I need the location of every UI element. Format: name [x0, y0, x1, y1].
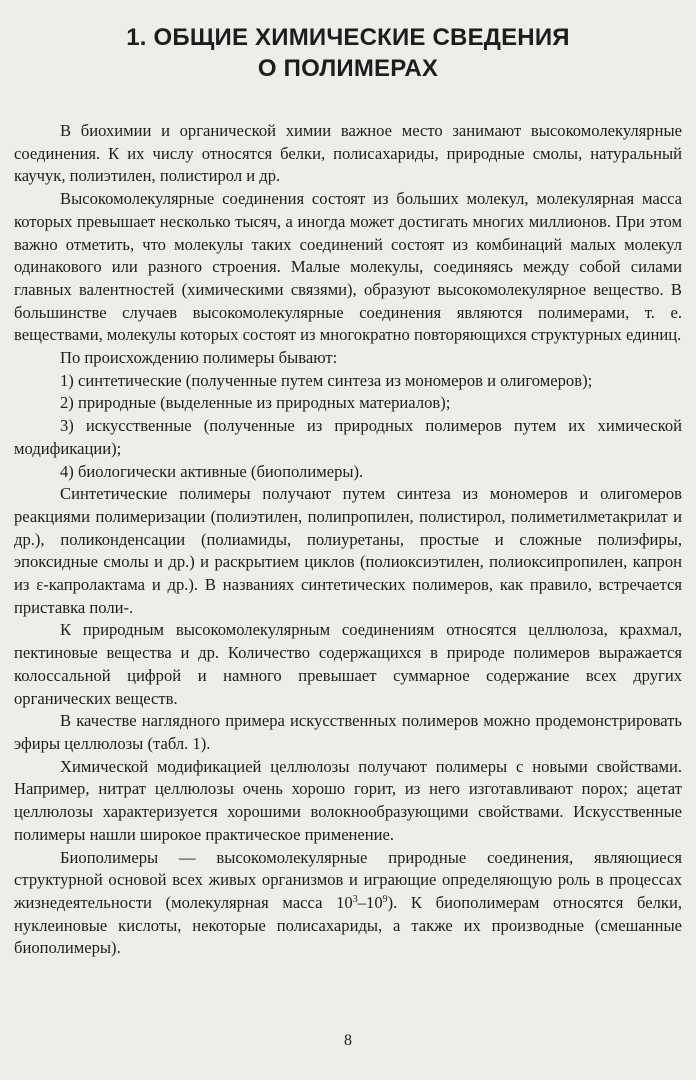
- paragraph-definition: Высокомолекулярные соединения состоят из больших молекул, молекулярная масса которых превышает несколько тысяч, а иногда может достигать многих миллионов. При этом важно отметить, что молекулы таких соединений состоят из комбинаций малых молекул одинакового или разного строения. Малые молекулы, соединяясь между собой силами главных валентностей (химическими связями), образуют высокомолекулярное вещество. В большинстве случаев высокомолекулярные соединения являются полимерами, т. е. веществами, молекулы которых состоят из многократно повторяющихся структурных единиц.: [14, 189, 682, 345]
- list-item-synthetic: 1) синтетические (полученные путем синтеза из мономеров и олигомеров);: [60, 370, 593, 390]
- exponent-high: 9: [382, 893, 388, 905]
- biopolymers-text-start: Биополимеры — высокомолекулярные природные соединения, являющиеся структурной основой всех живых организмов и играющие определяющую роль в процессах жизнедеятельности (молекулярная масса 10: [14, 847, 682, 912]
- list-item-natural: 2) природные (выделенные из природных материалов);: [60, 393, 451, 413]
- list-item-artificial: 3) искусственные (полученные из природных полимеров путем их химической модификации);: [14, 416, 682, 458]
- range-dash: –10: [357, 892, 383, 912]
- chapter-title-line-1: 1. ОБЩИЕ ХИМИЧЕСКИЕ СВЕДЕНИЯ: [126, 24, 570, 51]
- paragraph-artificial-example: В качестве наглядного примера искусственных полимеров можно продемонстрировать эфиры целлюлозы (табл. 1).: [14, 711, 682, 753]
- paragraph-biopolymers: [14, 847, 682, 961]
- chapter-title: [14, 22, 682, 84]
- paragraph-intro: В биохимии и органической химии важное место занимают высокомолекулярные соединения. К их числу относятся белки, полисахариды, природные смолы, натуральный каучук, полиэтилен, полистирол и др.: [14, 121, 682, 186]
- biopolymers-text-end: ). К биополимерам относятся белки, нуклеиновые кислоты, некоторые полисахариды, а также их производные (смешанные биополимеры).: [14, 892, 682, 958]
- paragraph-natural-polymers: К природным высокомолекулярным соединениям относятся целлюлоза, крахмал, пектиновые вещества и др. Количество содержащихся в природе полимеров выражается колоссальной цифрой и намного превышает суммарное содержание всех других органических веществ.: [14, 620, 682, 708]
- paragraph-chemical-modification: Химической модификацией целлюлозы получают полимеры с новыми свойствами. Например, нитрат целлюлозы очень хорошо горит, из него изготавливают порох; ацетат целлюлозы характеризуется хорошими волокнообразующими свойствами. Искусственные полимеры нашли широкое практическое применение.: [14, 756, 682, 844]
- list-item-biological: 4) биологически активные (биополимеры).: [60, 461, 364, 481]
- page-number: 8: [344, 1032, 352, 1049]
- paragraph-synthetic-polymers: Синтетические полимеры получают путем синтеза из мономеров и олигомеров реакциями полимеризации (полиэтилен, полипропилен, полистирол, полиметилметакрилат и др.), поликонденсации (полиамиды, полиуретаны, простые и сложные полиэфиры, эпоксидные смолы и др.) и раскрытием циклов (полиоксиэтилен, полиоксипропилен, капрон из ε-капролактама и др.). В названиях синтетических полимеров, как правило, встречается приставка поли-.: [14, 484, 682, 617]
- exponent-low: 3: [352, 893, 358, 905]
- paragraph-origin-heading: По происхождению полимеры бывают:: [60, 348, 338, 368]
- chapter-body: [14, 120, 682, 960]
- chapter-title-line-2: О ПОЛИМЕРАХ: [257, 55, 439, 82]
